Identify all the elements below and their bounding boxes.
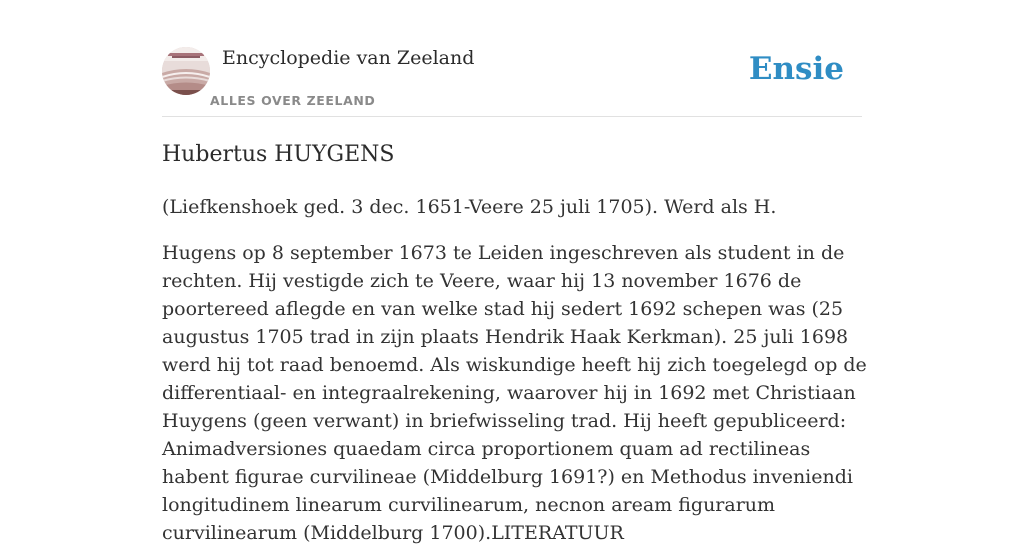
- site-tagline: ALLES OVER ZEELAND: [210, 93, 376, 108]
- site-title[interactable]: Encyclopedie van Zeeland: [222, 47, 475, 69]
- page-container: [162, 0, 867, 544]
- entry-lead-paragraph: (Liefkenshoek ged. 3 dec. 1651-Veere 25 juli 1705). Werd als H.: [162, 196, 777, 218]
- site-header: [162, 0, 862, 117]
- entry-body-paragraph: Hugens op 8 september 1673 te Leiden ingeschreven als student in de rechten. Hij vestigde zich te Veere, waar hij 13 november 1676 de poortereed aflegde en van welke stad hij sedert 1692 schepen was (25 augustus 1705 trad in zijn plaats Hendrik Haak Kerkman). 25 juli 1698 werd hij tot raad benoemd. Als wiskundige heeft hij zich toegelegd op de differentiaal- en integraalrekening, waarover hij in 1692 met Christiaan Huygens (geen verwant) in briefwisseling trad. Hij heeft gepubliceerd: Animadversiones quaedam circa proportionem quam ad rectilineas habent figurae curvilineae (Middelburg 1691?) en Methodus inveniendi longitudinem linearum curvilinearum, necnon aream figurarum curvilinearum (Middelburg 1700).LITERATUUR: [162, 242, 867, 544]
- book-photo-icon: [162, 47, 210, 95]
- entry-title: Hubertus HUYGENS: [162, 142, 395, 167]
- encyclopedia-avatar-image[interactable]: [162, 47, 210, 95]
- ensie-logo-link[interactable]: Ensie: [748, 51, 844, 87]
